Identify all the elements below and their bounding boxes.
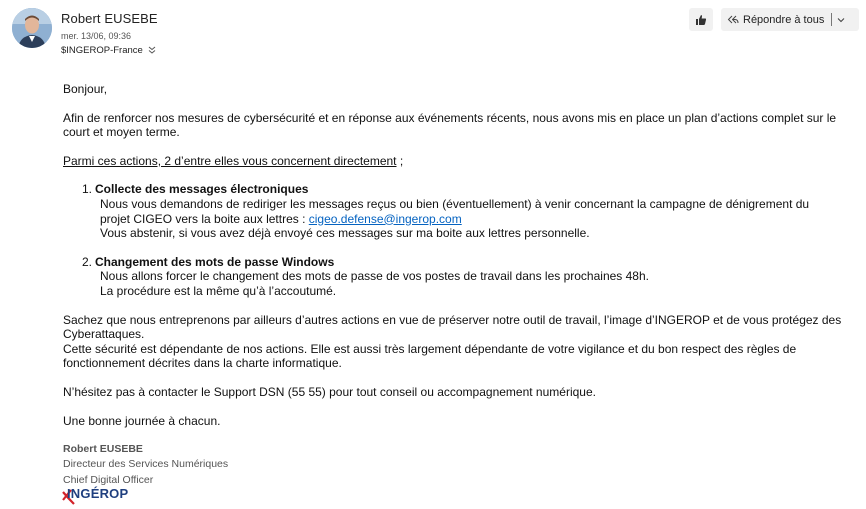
reply-all-button[interactable] xyxy=(721,8,859,31)
sender-avatar[interactable] xyxy=(12,8,52,48)
greeting: Bonjour, xyxy=(63,82,108,96)
support-paragraph: N’hésitez pas à contacter le Support DSN (55 55) pour tout conseil ou accompagnement numérique. xyxy=(63,384,596,399)
recipient-name[interactable]: $INGEROP-France xyxy=(61,45,143,56)
button-separator xyxy=(831,13,832,26)
actions-intro xyxy=(63,154,863,169)
email-link[interactable]: cigeo.defense@ingerop.com xyxy=(308,211,462,226)
item-line xyxy=(63,212,863,227)
intro-paragraph: Afin de renforcer nos mesures de cybersécurité et en réponse aux événements récents, nous avons mis en place un plan d’actions complet sur le court et moyen terme. xyxy=(63,110,837,140)
logo-wordmark: INGÉROP xyxy=(67,486,129,501)
closing-line: Une bonne journée à chacun. xyxy=(63,413,221,428)
item-number: 1. xyxy=(81,182,92,197)
item-number: 2. xyxy=(81,254,92,269)
item-title: Collecte des messages électroniques xyxy=(95,182,309,197)
security-paragraph: Cette sécurité est dépendante de nos actions. Elle est aussi très largement dépendante de votre vigilance et du bon respect des règles de fonctionnement décrites dans la charte informatique. xyxy=(63,341,797,371)
reply-all-label: Répondre à tous xyxy=(743,13,825,26)
avatar-photo xyxy=(12,8,52,48)
list-item xyxy=(63,255,863,270)
sent-date: mer. 13/06, 09:36 xyxy=(61,31,132,41)
like-button[interactable] xyxy=(689,8,713,31)
expand-recipients-icon[interactable] xyxy=(148,46,156,56)
sender-name[interactable]: Robert EUSEBE xyxy=(61,11,158,26)
list-item xyxy=(63,182,863,197)
item-line: Vous abstenir, si vous avez déjà envoyé ces messages sur ma boite aux lettres personnelle. xyxy=(100,226,590,241)
signature-name: Robert EUSEBE xyxy=(63,443,143,455)
signature-role: Directeur des Services Numériques xyxy=(63,458,229,470)
actions-intro-underlined: Parmi ces actions, 2 d’entre elles vous concernent directement xyxy=(63,153,397,168)
actions-intro-suffix: ; xyxy=(396,153,404,168)
reply-all-icon xyxy=(727,14,739,26)
actions-paragraph: Sachez que nous entreprenons par ailleurs d’autres actions en vue de préserver notre outil de travail, l’image d’INGEROP et de vous protégez des Cyberattaques. xyxy=(63,312,842,342)
message-body xyxy=(63,82,863,428)
recipient-line[interactable] xyxy=(61,45,156,56)
thumbs-up-icon xyxy=(695,14,707,26)
item-line: Nous vous demandons de rediriger les messages reçus ou bien (éventuellement) à venir concernant la campagne de dénigrement du xyxy=(100,196,810,211)
signature-role-en: Chief Digital Officer xyxy=(63,474,154,486)
chevron-down-icon[interactable] xyxy=(836,15,846,25)
item-title: Changement des mots de passe Windows xyxy=(95,254,335,269)
item-line: La procédure est la même qu’à l’accoutumé. xyxy=(100,283,337,298)
item-line-prefix: projet CIGEO vers la boite aux lettres : xyxy=(100,211,309,226)
item-line: Nous allons forcer le changement des mots de passe de vos postes de travail dans les prochaines 48h. xyxy=(100,269,649,284)
